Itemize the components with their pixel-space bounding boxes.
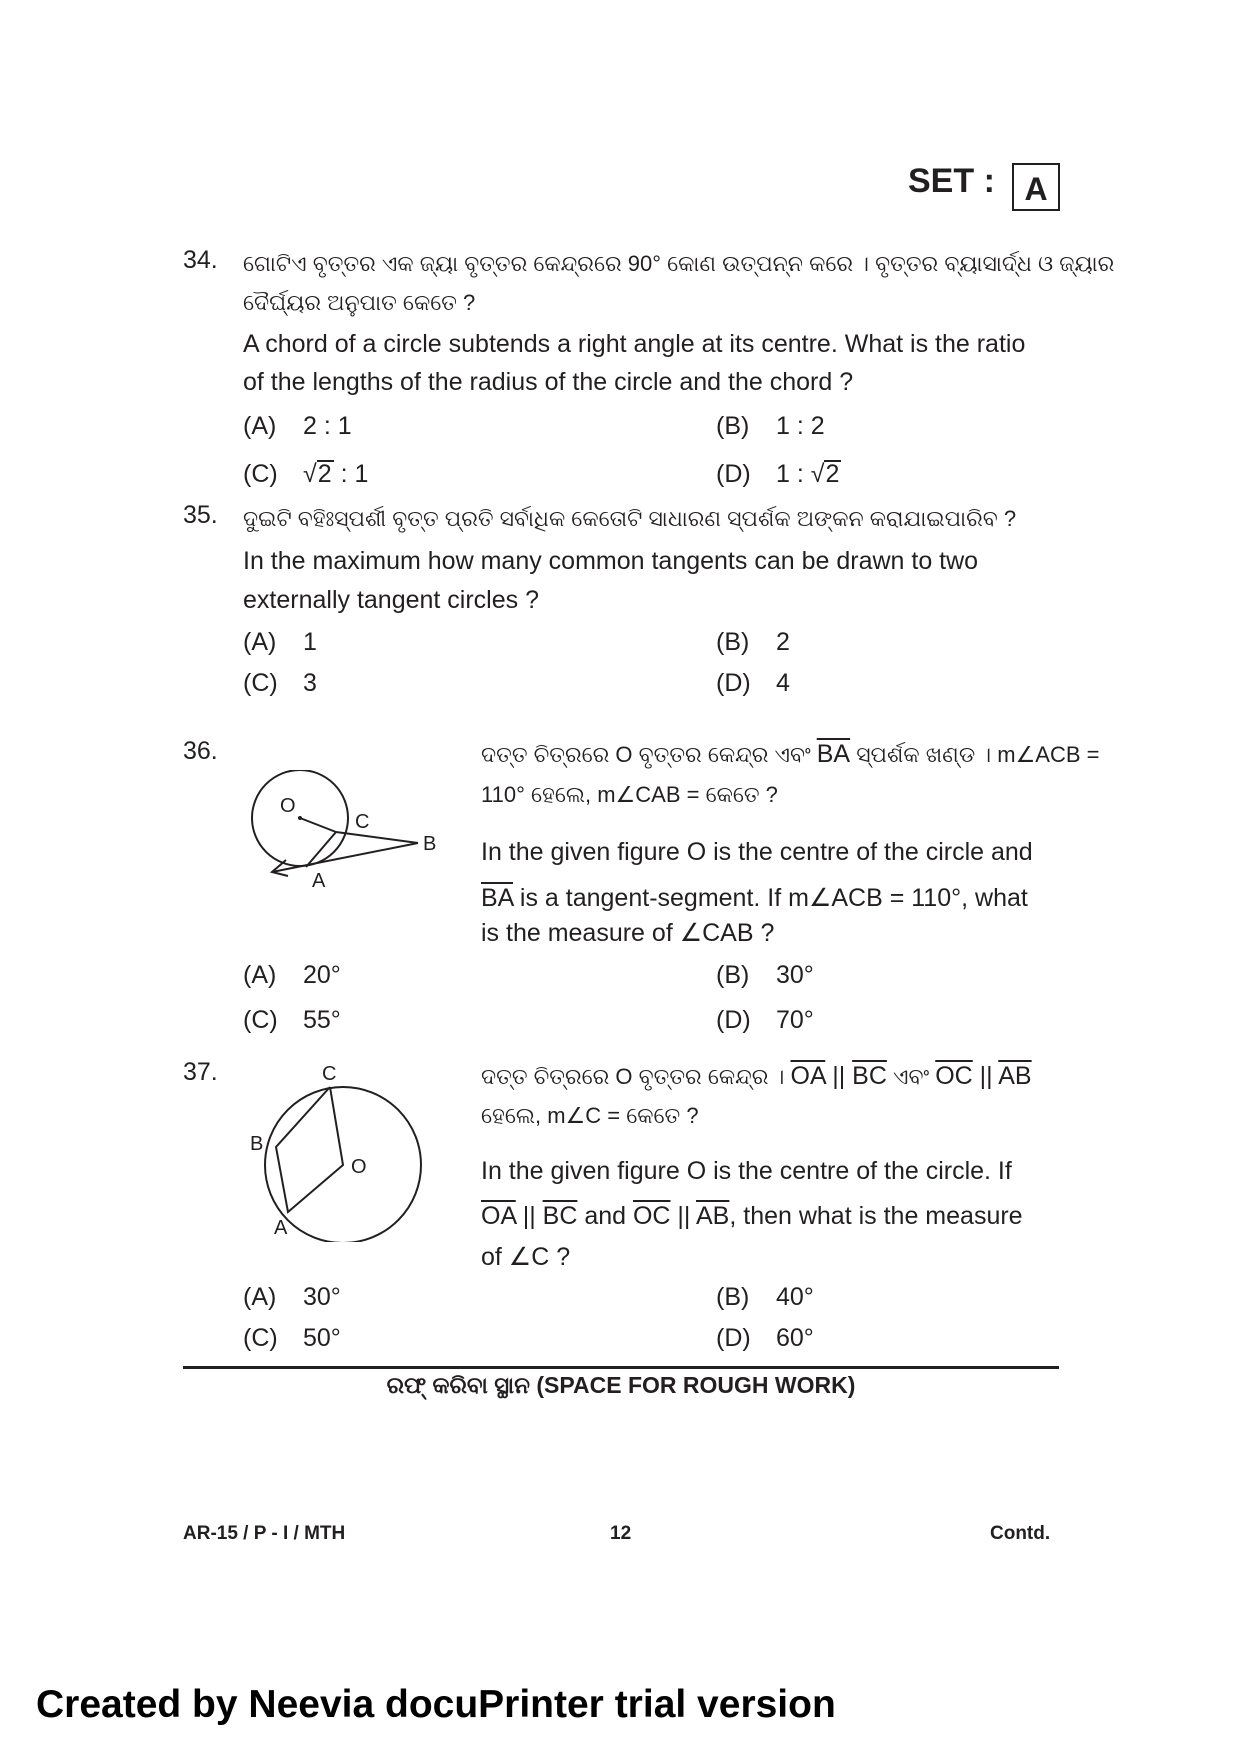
question-number: 35.: [183, 501, 218, 529]
option-a: (A) 2 : 1: [243, 412, 352, 440]
option-a: (A) 1: [243, 628, 317, 656]
question-odia-line: ଦୁଇଟି ବହିଃସ୍ପର୍ଶୀ ବୃତ୍ତ ପ୍ରତି ସର୍ବାଧିକ କେତୋଟି ସାଧାରଣ ସ୍ପର୍ଶକ ଅଙ୍କନ କରାଯାଇପାରିବ ?: [243, 506, 1017, 531]
set-label: SET :: [908, 162, 995, 200]
sqrt-symbol: √: [303, 460, 317, 488]
radius-oc: [300, 818, 336, 832]
question-odia-line: 110° ହେଲେ, m∠CAB = କେତେ ?: [481, 782, 778, 807]
tangent-figure: [240, 770, 450, 890]
quadrilateral-oabc: [276, 1087, 343, 1212]
rough-work-label: ରଫ୍ କରିବା ସ୍ଥାନ (SPACE FOR ROUGH WORK): [386, 1372, 856, 1398]
question-odia-line: ଦତ୍ତ ଚିତ୍ରରେ O ବୃତ୍ତର କେନ୍ଦ୍ର । $\overline{OA}$ || $\overline{BC}$ ଏବଂ $\overline{OC}$ || $\overline{AB}$: [481, 1062, 1032, 1090]
option-d: (D) 4: [716, 669, 790, 697]
option-b: (B) 30°: [716, 961, 814, 989]
label-c: C: [355, 811, 370, 833]
parallelogram-figure: [240, 1062, 440, 1242]
question-english-line: $\overline{OA}$ || $\overline{BC}$ and $\overline{OC}$ || $\overline{AB}$, then what is the measure: [481, 1202, 1023, 1230]
question-english-line: of ∠C ?: [481, 1243, 571, 1271]
page-number: 12: [610, 1523, 632, 1544]
paper-code: AR-15 / P - I / MTH: [183, 1523, 346, 1544]
question-odia-line: ଦୈର୍ଘ୍ୟର ଅନୁପାତ କେତେ ?: [243, 290, 476, 315]
divider: [183, 1366, 1059, 1369]
option-c: (C) √2 : 1: [243, 460, 369, 488]
contd-label: Contd.: [990, 1523, 1051, 1544]
option-d: (D) 1 : √2: [716, 460, 840, 488]
option-b: (B) 40°: [716, 1283, 814, 1311]
question-english-line: of the lengths of the radius of the circle and the chord ?: [243, 368, 854, 396]
watermark: Created by Neevia docuPrinter trial version: [36, 1683, 836, 1726]
segment-cb: [336, 832, 418, 843]
option-c: (C) 55°: [243, 1006, 341, 1034]
label-a: A: [312, 870, 326, 890]
option-c: (C) 50°: [243, 1324, 341, 1352]
option-b: (B) 1 : 2: [716, 412, 825, 440]
option-d: (D) 70°: [716, 1006, 814, 1034]
question-number: 34.: [183, 246, 218, 274]
question-english-line: In the given figure O is the centre of the circle. If: [481, 1157, 1012, 1185]
option-a: (A) 30°: [243, 1283, 341, 1311]
option-b: (B) 2: [716, 628, 790, 656]
tangent-ba: [272, 843, 418, 872]
label-o: O: [280, 795, 296, 817]
question-english-line: externally tangent circles ?: [243, 586, 539, 614]
question-english-line: A chord of a circle subtends a right angle at its centre. What is the ratio: [243, 330, 1026, 358]
question-number: 36.: [183, 737, 218, 765]
question-odia-line: ଦତ୍ତ ଚିତ୍ରରେ O ବୃତ୍ତର କେନ୍ଦ୍ର ଏବଂ $\overline{BA}$ ସ୍ପର୍ଶକ ଖଣ୍ଡ । m∠ACB =: [481, 740, 1100, 768]
label-a: A: [274, 1217, 288, 1239]
set-value-box: A: [1012, 163, 1060, 211]
question-english-line: $\overline{BA}$ is a tangent-segment. If m∠ACB = 110°, what: [481, 884, 1028, 912]
option-d: (D) 60°: [716, 1324, 814, 1352]
sqrt-symbol: √: [810, 460, 825, 488]
question-english-line: In the maximum how many common tangents can be drawn to two: [243, 547, 979, 575]
question-odia-line: ହେଲେ, m∠C = କେତେ ?: [481, 1103, 699, 1128]
label-o: O: [351, 1156, 367, 1178]
question-odia-line: ଗୋଟିଏ ବୃତ୍ତର ଏକ ଜ୍ୟା ବୃତ୍ତର କେନ୍ଦ୍ରରେ 90° କୋଣ ଉତ୍ପନ୍ନ କରେ । ବୃତ୍ତର ବ୍ୟାସାର୍ଦ୍ଧ ଓ ଜ୍ୟାର: [243, 251, 1115, 276]
question-english-line: is the measure of ∠CAB ?: [481, 919, 775, 947]
question-number: 37.: [183, 1058, 218, 1086]
option-a: (A) 20°: [243, 961, 341, 989]
label-c: C: [322, 1063, 337, 1085]
option-c: (C) 3: [243, 669, 317, 697]
label-b: B: [423, 833, 437, 855]
label-b: B: [250, 1133, 264, 1155]
center-point: [298, 816, 302, 820]
question-english-line: In the given figure O is the centre of the circle and: [481, 838, 1033, 866]
